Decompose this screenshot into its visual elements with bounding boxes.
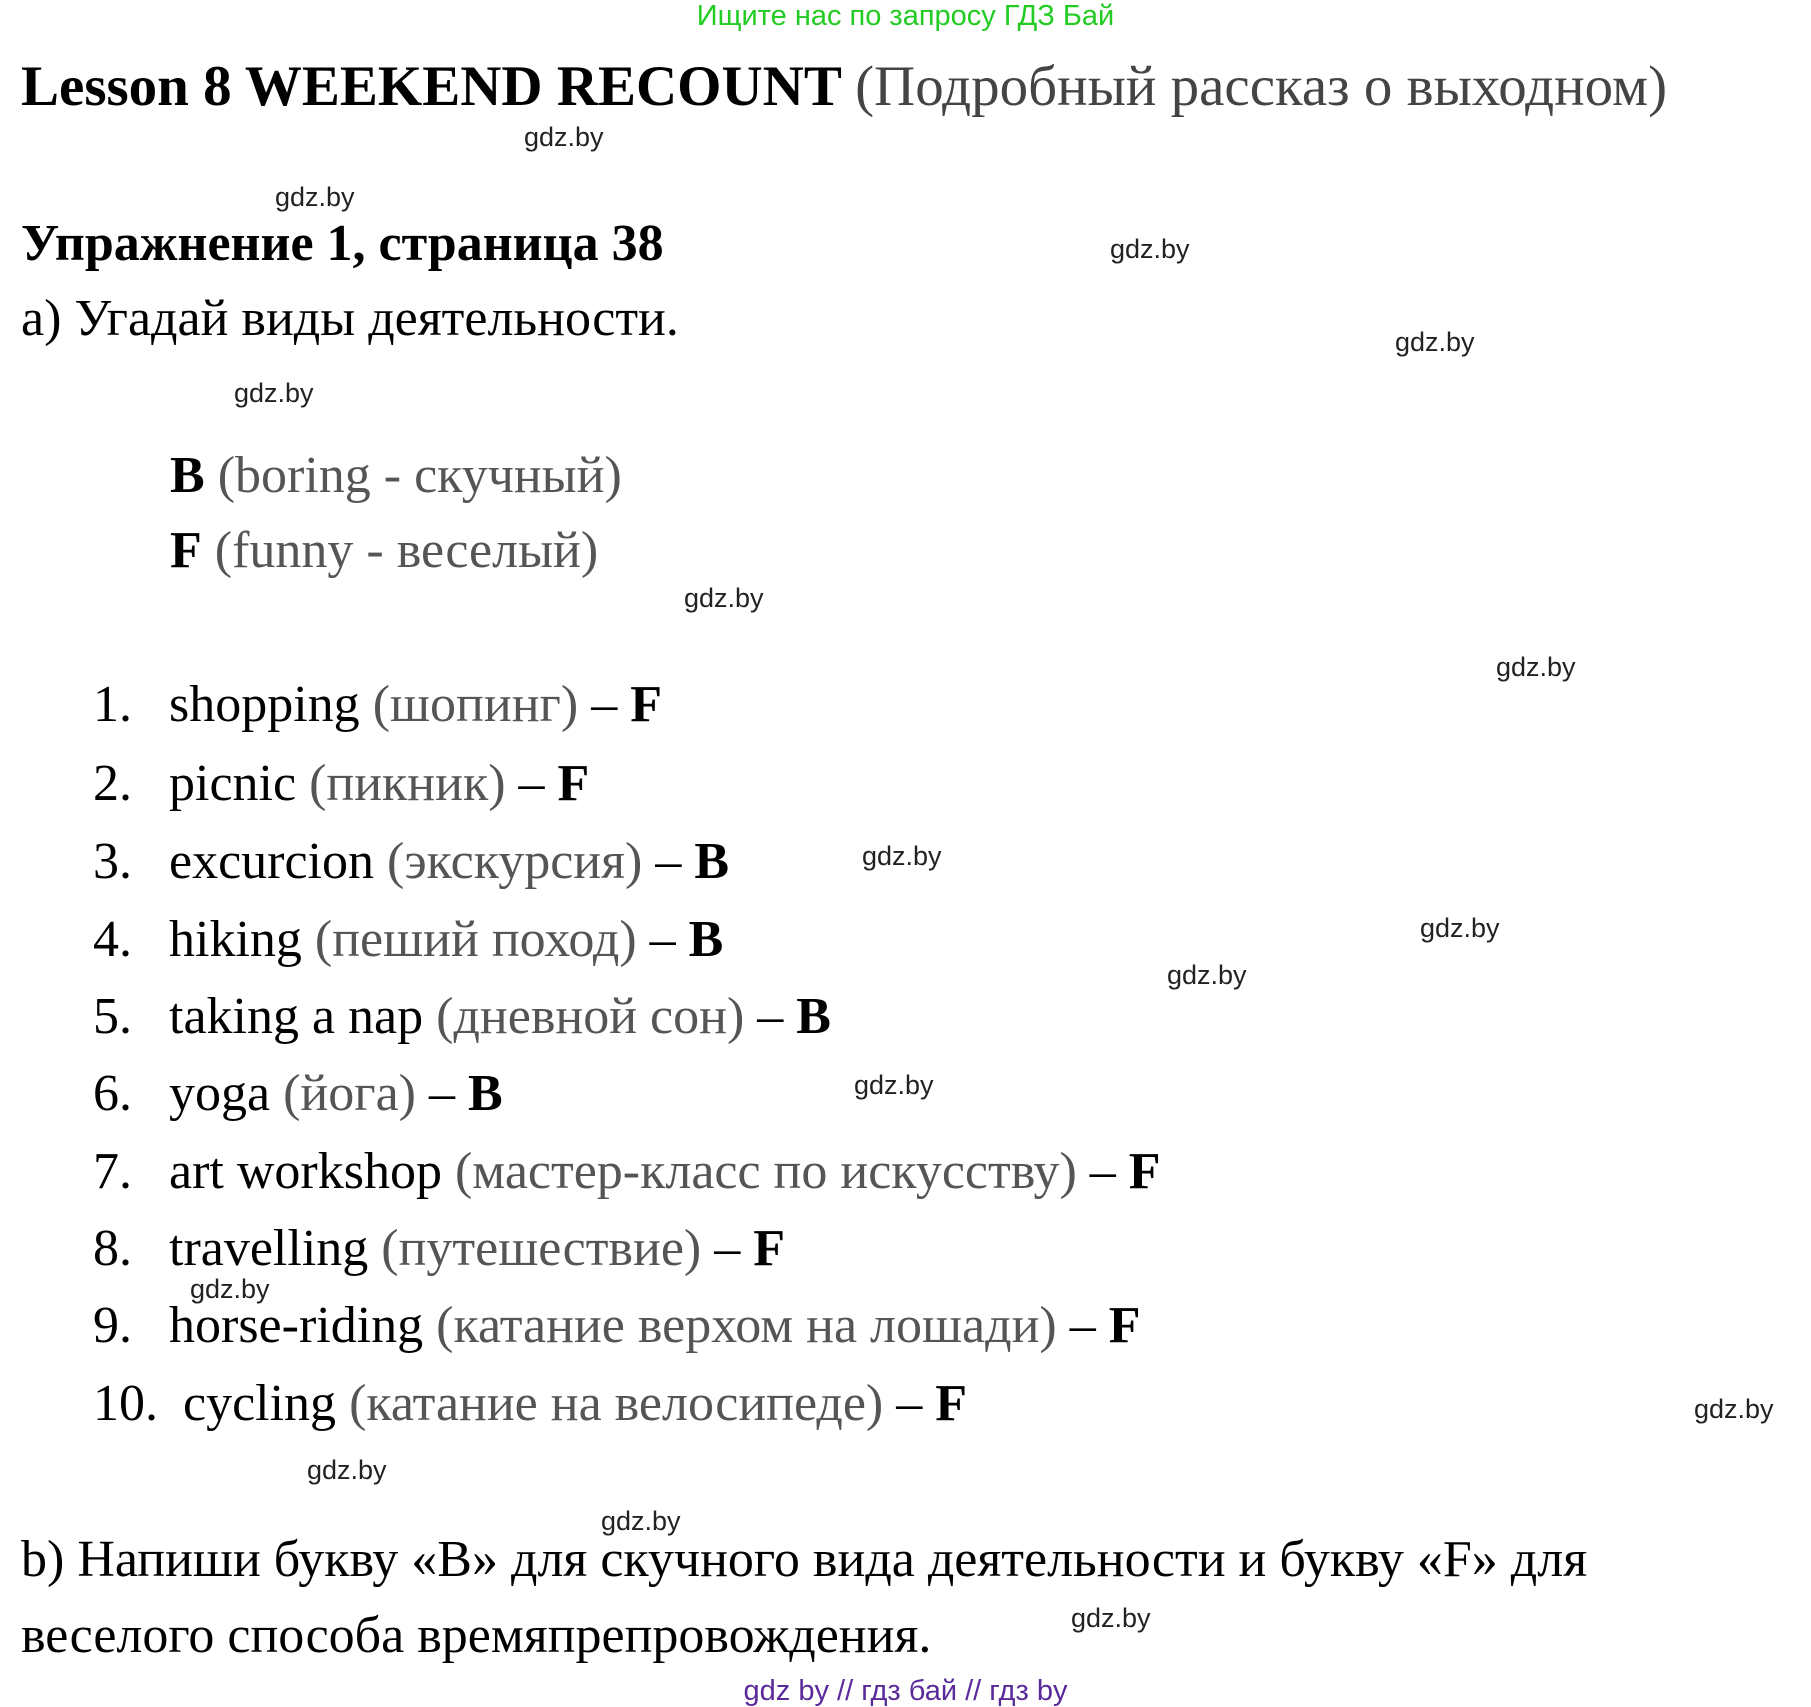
item-translation: (путешествие) [381,1220,702,1277]
watermark-gdz: gdz.by [190,1274,270,1304]
list-item [0,1137,1811,1207]
title-translation: (Подробный рассказ о выходном) [855,55,1668,118]
legend-letter: B [170,447,205,504]
watermark-gdz: gdz.by [307,1455,387,1485]
item-translation: (пеший поход) [314,911,637,968]
item-text [169,670,662,740]
item-number: 9. [93,1297,132,1354]
lesson-title [21,52,1667,122]
item-text [169,1059,503,1129]
part-b-instruction-line1: b) Напиши букву «B» для скучного вида деятельности и букву «F» для [21,1531,1588,1588]
legend-letter: F [170,522,202,579]
item-number: 7. [93,1143,132,1200]
item-text [169,982,831,1052]
item-text [169,749,589,819]
item-word: cycling [183,1375,350,1432]
item-text [183,1369,967,1439]
item-number: 5. [93,988,132,1045]
item-number: 8. [93,1220,132,1277]
item-answer: B [467,1065,503,1122]
legend-boring [170,441,622,511]
item-translation: (катание на велосипеде) [349,1375,884,1432]
item-dash: – [642,833,695,890]
watermark-gdz: gdz.by [1167,960,1247,990]
watermark-gdz: gdz.by [601,1506,681,1536]
item-answer: B [796,988,831,1045]
item-dash: – [415,1065,468,1122]
item-number: 10. [93,1375,158,1432]
list-item [0,1369,1811,1439]
item-text [169,905,723,975]
item-word: travelling [169,1220,369,1277]
item-dash: – [578,676,631,733]
item-translation: (шопинг) [372,676,579,733]
item-answer: F [753,1220,785,1277]
watermark-gdz: gdz.by [684,583,764,613]
title-main: Lesson 8 WEEKEND RECOUNT [21,55,841,118]
list-item [0,1291,1811,1361]
item-text [169,1291,1140,1361]
item-answer: B [688,911,724,968]
watermark-gdz: gdz.by [1420,913,1500,943]
item-answer: B [694,833,730,890]
legend-meaning: (funny - веселый) [214,522,599,579]
item-dash: – [505,755,558,812]
item-word: art workshop [169,1143,442,1200]
part-b-instruction-line2: веселого способа времяпрепровождения. [21,1607,932,1664]
item-word: excurcion [169,833,375,890]
watermark-gdz: gdz.by [854,1070,934,1100]
item-word: hiking [169,911,302,968]
list-item [0,982,1811,1052]
item-dash: – [744,988,797,1045]
item-text [169,1137,1161,1207]
watermark-gdz: gdz.by [1110,234,1190,264]
item-word: horse-riding [169,1297,424,1354]
watermark-gdz: gdz.by [234,378,314,408]
item-answer: F [1108,1297,1141,1354]
watermark-gdz: gdz.by [862,841,942,871]
watermark-gdz: gdz.by [275,182,355,212]
item-translation: (мастер-класс по искусству) [454,1143,1077,1200]
item-answer: F [1128,1143,1161,1200]
item-answer: F [557,755,590,812]
part-a-instruction: a) Угадай виды деятельности. [21,290,679,347]
item-dash: – [883,1375,936,1432]
item-word: yoga [169,1065,271,1122]
item-dash: – [1076,1143,1129,1200]
list-item [0,905,1811,975]
item-number: 3. [93,833,132,890]
item-number: 6. [93,1065,132,1122]
item-word: picnic [169,755,297,812]
watermark-gdz: gdz.by [1071,1603,1151,1633]
item-translation: (экскурсия) [387,833,643,890]
item-answer: F [630,676,662,733]
exercise-heading: Упражнение 1, страница 38 [21,215,664,272]
item-number: 4. [93,911,132,968]
watermark-gdz: gdz.by [524,122,604,152]
footer-watermark: gdz by // гдз бай // гдз by [743,1675,1068,1707]
item-dash: – [1056,1297,1109,1354]
watermark-gdz: gdz.by [1395,327,1475,357]
item-translation: (дневной сон) [436,988,745,1045]
list-item [0,749,1811,819]
watermark-gdz: gdz.by [1496,652,1576,682]
item-translation: (йога) [283,1065,416,1122]
search-banner: Ищите нас по запросу ГДЗ Бай [696,0,1115,32]
item-dash: – [701,1220,754,1277]
item-number: 1. [93,676,132,733]
item-word: taking a nap [169,988,424,1045]
legend-meaning: (boring - скучный) [217,447,622,504]
item-text [169,827,729,897]
legend-funny [170,516,598,586]
item-word: shopping [169,676,360,733]
list-item [0,1214,1811,1284]
item-dash: – [636,911,689,968]
item-answer: F [935,1375,967,1432]
item-translation: (катание верхом на лошади) [436,1297,1057,1354]
watermark-gdz: gdz.by [1694,1394,1774,1424]
item-number: 2. [93,755,132,812]
item-translation: (пикник) [309,755,506,812]
